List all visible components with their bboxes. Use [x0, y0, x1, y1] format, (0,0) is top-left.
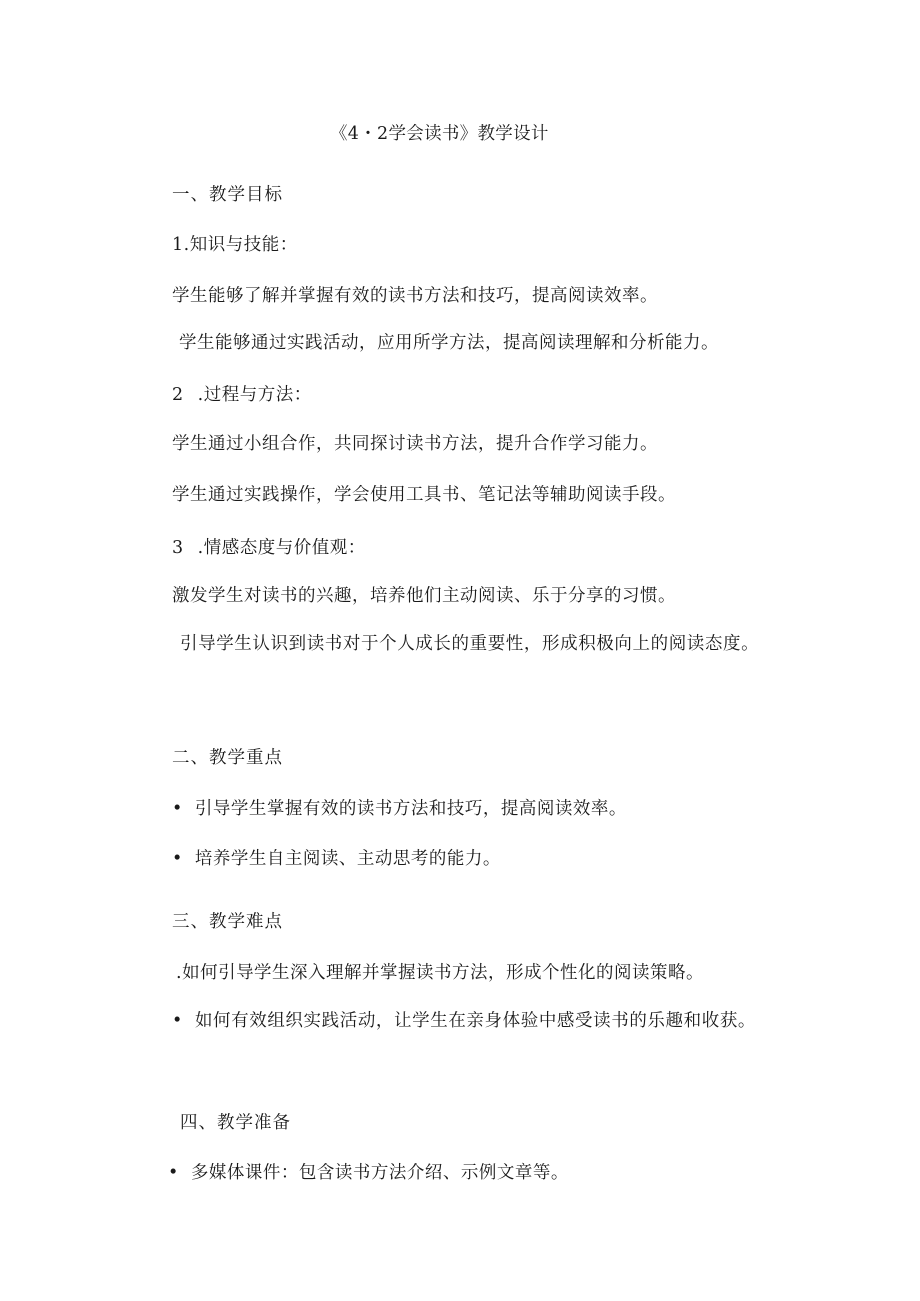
subheading-knowledge-skills: 1.知识与技能： [172, 235, 298, 255]
list-item-difficulty-2 [172, 999, 784, 1044]
section-heading-key-points: 二、教学重点 [172, 748, 283, 768]
section-heading-objectives: 一、教学目标 [172, 185, 283, 205]
bullet-icon: • [172, 849, 183, 869]
subheading-number: 3 [172, 538, 184, 558]
section-heading-difficulties: 三、教学难点 [172, 912, 283, 932]
paragraph-emotion-1: 激发学生对读书的兴趣，培养他们主动阅读、乐于分享的习惯。 [172, 586, 676, 606]
list-item-difficulty-1: .如何引导学生深入理解并掌握读书方法，形成个性化的阅读策略。 [176, 963, 705, 983]
paragraph-process-2: 学生通过实践操作，学会使用工具书、笔记法等辅助阅读手段。 [172, 485, 676, 505]
subheading-emotion-values [172, 536, 366, 560]
subheading-text: .情感态度与价值观： [197, 538, 366, 558]
subheading-process-methods [172, 383, 312, 407]
bullet-icon: • [172, 799, 183, 819]
paragraph-process-1: 学生通过小组合作，共同探讨读书方法，提升合作学习能力。 [172, 434, 658, 454]
paragraph-knowledge-2: 学生能够通过实践活动，应用所学方法，提高阅读理解和分析能力。 [179, 333, 719, 353]
list-item-text: 引导学生掌握有效的读书方法和技巧，提高阅读效率。 [194, 799, 627, 819]
list-item-text: 培养学生自主阅读、主动思考的能力。 [194, 849, 501, 869]
bullet-icon: • [172, 1011, 183, 1031]
paragraph-knowledge-1: 学生能够了解并掌握有效的读书方法和技巧，提高阅读效率。 [172, 286, 658, 306]
paragraph-emotion-2: 引导学生认识到读书对于个人成长的重要性，形成积极向上的阅读态度。 [180, 634, 760, 654]
list-item [168, 1161, 569, 1185]
subheading-number: 2 [172, 385, 184, 405]
list-item-text: 如何有效组织实践活动，让学生在亲身体验中感受读书的乐趣和收获。 [194, 1011, 757, 1031]
bullet-icon: • [168, 1163, 179, 1183]
list-item-text: 多媒体课件：包含读书方法介绍、示例文章等。 [190, 1163, 569, 1183]
list-item [172, 797, 627, 821]
subheading-text: .过程与方法： [197, 385, 312, 405]
document-title: 《4・2学会读书》教学设计 [330, 124, 549, 144]
section-heading-preparation: 四、教学准备 [180, 1113, 291, 1133]
list-item [172, 847, 501, 871]
